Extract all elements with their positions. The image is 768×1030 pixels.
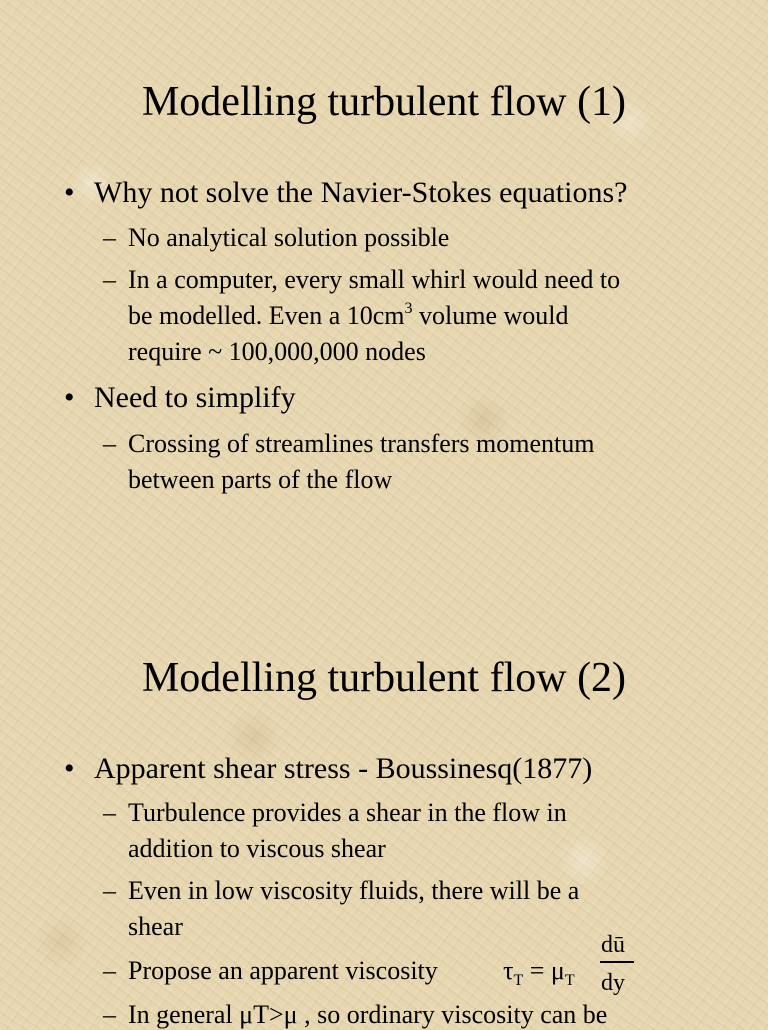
sub-bullet-turbulence-line-2: addition to viscous shear xyxy=(128,834,386,863)
equals-sign: = xyxy=(523,956,551,985)
bullet-marker: • xyxy=(64,176,75,209)
dash-marker: – xyxy=(103,798,116,827)
bullet-apparent-shear: Apparent shear stress - Boussinesq(1877) xyxy=(94,752,593,785)
fraction-numerator: dū xyxy=(601,932,625,958)
fraction-bar xyxy=(600,961,634,963)
bullet-marker: • xyxy=(64,381,75,414)
mu-symbol: μ xyxy=(550,956,565,985)
dash-marker: – xyxy=(103,1000,116,1029)
sub-bullet-in-general: In general μT>μ , so ordinary viscosity can be xyxy=(128,1000,608,1029)
sub-bullet-computer-line-2 xyxy=(128,301,569,331)
slide-1-title: Modelling turbulent flow (1) xyxy=(141,79,627,125)
slide-2 xyxy=(0,600,768,1029)
bullet-need-to-simplify: Need to simplify xyxy=(94,381,296,414)
slide-2-title: Modelling turbulent flow (2) xyxy=(141,655,627,701)
sub-bullet-apparent-viscosity: Propose an apparent viscosity xyxy=(128,956,438,985)
dash-marker: – xyxy=(103,956,116,985)
dash-marker: – xyxy=(103,223,116,252)
sub-bullet-computer-line-3: require ~ 100,000,000 nodes xyxy=(128,337,426,366)
superscript-3: 3 xyxy=(404,300,413,318)
dash-marker: – xyxy=(103,265,116,294)
dash-marker: – xyxy=(103,429,116,458)
sub-bullet-low-viscosity-line-1: Even in low viscosity fluids, there will be a xyxy=(128,876,580,905)
sub-bullet-no-analytical: No analytical solution possible xyxy=(128,223,450,252)
mu-subscript: T xyxy=(564,972,575,989)
bullet-marker: • xyxy=(64,752,75,785)
eddy-viscosity-formula xyxy=(503,930,643,1010)
text-fragment: volume would xyxy=(412,301,569,330)
tau-subscript: T xyxy=(513,972,524,989)
formula-lhs xyxy=(503,956,575,990)
text-fragment: be modelled. Even a 10cm xyxy=(128,301,405,330)
sub-bullet-streamlines-line-2: between parts of the flow xyxy=(128,465,393,494)
sub-bullet-turbulence-line-1: Turbulence provides a shear in the flow in xyxy=(128,798,567,827)
sub-bullet-computer-line-1: In a computer, every small whirl would need to xyxy=(128,265,621,294)
sub-bullet-streamlines-line-1: Crossing of streamlines transfers momentum xyxy=(128,429,595,458)
dash-marker: – xyxy=(103,876,116,905)
sub-bullet-low-viscosity-line-2: shear xyxy=(128,912,183,941)
bullet-navier-stokes: Why not solve the Navier-Stokes equations? xyxy=(94,176,628,209)
fraction-denominator: dy xyxy=(601,970,625,996)
tau-symbol: τ xyxy=(503,956,514,985)
